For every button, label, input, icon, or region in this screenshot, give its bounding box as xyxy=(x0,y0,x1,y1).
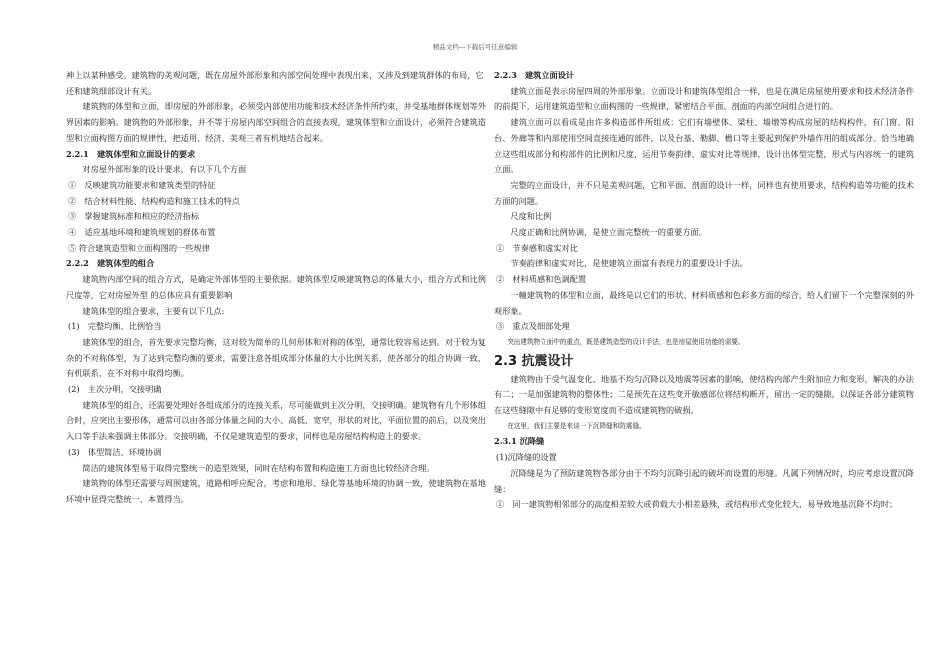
list-item: (3) 体型简洁、环境协调 xyxy=(68,446,162,457)
paragraph: 尺度正确和比例协调，是使立面完整统一的重要方面。 xyxy=(510,227,707,238)
section-heading: 2.2.3 建筑立面设计 xyxy=(494,70,575,80)
right-column xyxy=(494,68,914,513)
paragraph: 节奏韵律和虚实对比，是使建筑立面富有表现力的重要设计手法。 xyxy=(510,258,748,269)
paragraph: 沉降缝是为了预防建筑物各部分由于不均匀沉降引起的破坏而设置的形缝。凡属下列情况时，均应考虑设置沉降缝： xyxy=(494,467,914,494)
list-item: (1)沉降缝的设置 xyxy=(496,452,557,463)
section-heading: 2.3.1 沉降缝 xyxy=(494,436,545,447)
list-item: ② 结合材料性能、结构构造和施工技术的特点 xyxy=(68,195,240,206)
paragraph: 神上以某种感受。建筑物的美观问题，既在房屋外部形象和内部空间处理中表现出来，又涉及到建筑群体的布局，它还和建筑细部设计有关。 xyxy=(66,70,484,96)
paragraph: 建筑物内部空间的组合方式，是确定外部体型的主要依据。建筑体型反映建筑物总的体量大小，组合方式和比例尺度等，它对房屋外型 的总体应具有重要影响 xyxy=(66,274,486,300)
paragraph: 建筑物的体型和立面，即房屋的外部形象，必须受内部使用功能和技术经济条件所约束，并受基地群体规划等外界因素的影响。建筑物的外部形象，并不等于房屋内部空间组合的直接表现，建筑体型和立面设计，必须符合建筑造型和立面构图方面的规律性，把适用、经济、美观三者有机地结合起来。 xyxy=(66,101,486,143)
section-heading: 2.2.1 建筑体型和立面设计的要求 xyxy=(66,148,196,159)
paragraph: 建筑体型的组合要求，主要有以下几点: xyxy=(82,305,225,316)
paragraph: 尺度和比例 xyxy=(510,211,552,222)
paragraph: 完整的立面设计，并不只是美观问题，它和平面、剖面的设计一样，同样也有使用要求，结构构造等功能的技术方面的问题。 xyxy=(494,179,914,206)
chapter-heading: 2.3 抗震设计 xyxy=(494,353,574,369)
list-item: ④ 适应基地环境和建筑规划的群体布置 xyxy=(68,227,216,238)
list-item: (1) 完整均衡、比例恰当 xyxy=(68,321,162,332)
list-item: ③ 重点及细部处理 xyxy=(496,321,570,332)
paragraph: 建筑体型的组合，首先要求完整均衡，这对较为简单的几何形体和对称的体型，通常比较容易达到。对于较为复杂的不对称体型，为了达到完整均衡的要求，需要注意各组成部分体量的大小比例关系，使各部分的组合协调一致，有机联系，在不对称中取得均衡。 xyxy=(66,336,486,379)
section-heading: 2.2.2 建筑体型的组合 xyxy=(66,258,155,269)
list-item: (2) 主次分明，交接明确 xyxy=(68,384,162,395)
paragraph: 简洁的建筑体型易于取得完整统一的造型效果，同时在结构布置和构造施工方面也比较经济合理。 xyxy=(82,462,435,473)
paragraph: 建筑物的体型还需要与周围建筑，道路相呼应配合，考虑和地形、绿化等基地环境的协调一致，使建筑物在基地环境中显得完整统一、本置得当。 xyxy=(66,478,486,504)
paragraph: 建筑物由于受气温变化、地基不均匀沉降以及地震等因素的影响，使结构内部产生附加应力和变形，解决的办法有二；一是加强建筑物的整体性；二是预先在这些变开敏感部位将结构断开，留出一定的缝隙，以保证各部分建筑物在这些缝隙中有足够的变形宽度而不造成建筑物的破损。 xyxy=(494,373,914,416)
left-column xyxy=(66,68,486,508)
paragraph: 建筑立面是表示房屋四周的外部形象。立面设计和建筑体型组合一样，也是在满足房屋使用要求和技术经济条件的前提下，运用建筑造型和立面构图的一些规律，紧密结合平面、剖面的内部空间组合进行的。 xyxy=(494,85,914,112)
list-item: ① 节奏感和虚实对比 xyxy=(496,242,578,253)
list-item: ① 同一建筑物相邻部分的高度相差较大或荷载大小相差悬殊，或结构形式变化较大，易导致地基沉降不均时； xyxy=(496,499,898,510)
paragraph: 对房屋外部形象的设计要求，有以下几个方面 xyxy=(82,164,247,175)
page-header: 精品文档---下载后可任意编辑 xyxy=(432,43,518,51)
list-item: ⑤ 符合建筑造型和立面构图的一些规律 xyxy=(68,242,210,253)
paragraph: 建筑体型的组合，还需要处理好各组成部分的连接关系，尽可能做到主次分明，交接明确。建筑物有几个形体组合时，应突出主要形体，通常可以由各部分体量之间的大小、高低、宽窄，形状的对比，平面位置的前后，以及突出入口等手法来强调主体部分。交接明确，不仅是建筑造型的要求，同样也是房屋结构构造上的要求。 xyxy=(66,399,486,442)
list-item: ② 材料质感和色调配置 xyxy=(496,274,587,285)
paragraph: 一幢建筑物的体型和立面，最终是以它们的形状、材料质感和色彩多方面的综合，给人们留下一个完整深刻的外观形象。 xyxy=(494,289,914,316)
list-item: ③ 掌握建筑标准和相应的经济指标 xyxy=(68,211,200,222)
note-paragraph: 突出建筑物立面中的重点，既是建筑造型的设计手法，也是房屋使用功能的需要。 xyxy=(507,337,745,346)
paragraph: 建筑立面可以看成是由许多构造部件所组成：它们有墙壁体、梁柱、墙墩等构成房屋的结构构件，有门窗、阳台、外廊等和内部使用空间直接连通的部件，以及台基、勒脚、檐口等主要起到保护外墙作用的组成部分。恰当地确立这些组成部分和构部件的比例和尺度，运用节奏韵律、虚实对比等规律，设计出体型完整，形式与内容统一的建筑立面。 xyxy=(494,117,914,175)
list-item: ① 反映建筑功能要求和建筑类型的特征 xyxy=(68,179,216,190)
note-paragraph: 在这里，我们主要是来谈一下沉降缝和防震缝。 xyxy=(507,421,646,430)
